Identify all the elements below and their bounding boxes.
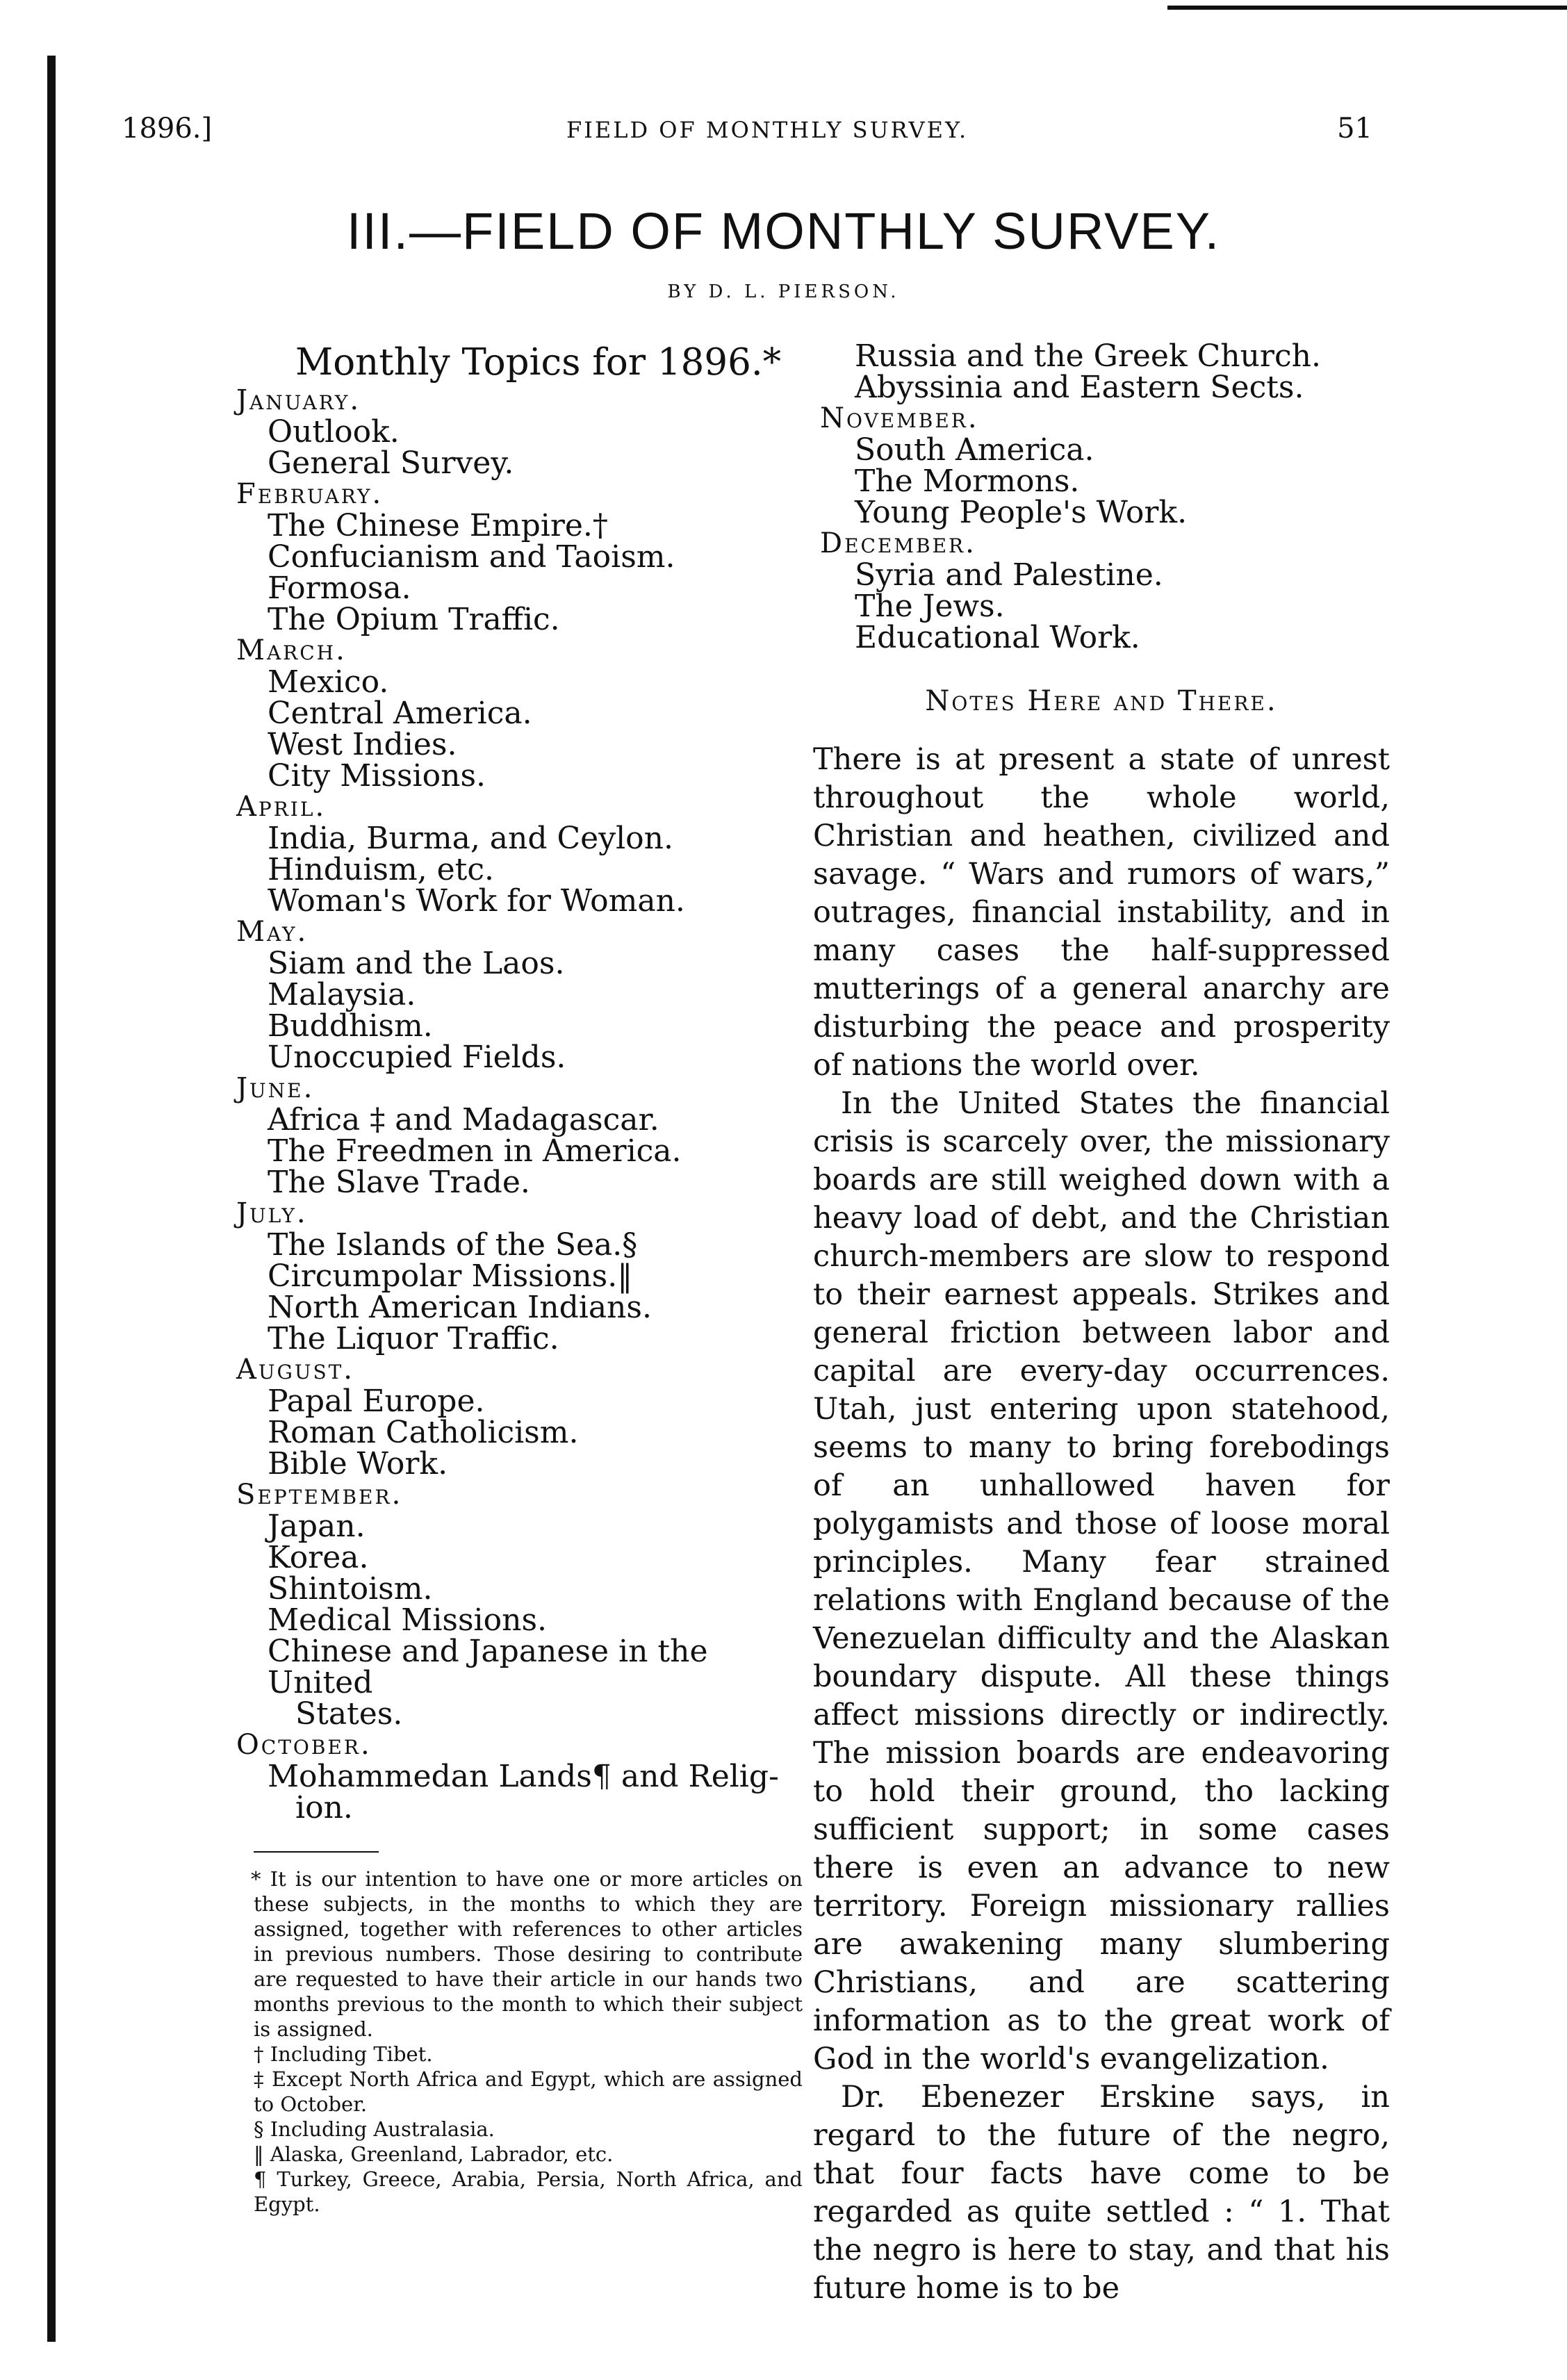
monthly-schedule-continued: [813, 403, 1390, 653]
topic-item: West Indies.: [268, 727, 457, 762]
paragraph: Dr. Ebenezer Erskine says, in regard to the future of the negro, that four facts have come to be regarded as quite settled : “ 1. That the negro is here to stay, and that his future home is to be: [813, 2080, 1390, 2306]
topic-item: The Liquor Traffic.: [268, 1321, 559, 1356]
topic-item: Russia and the Greek Church.: [855, 338, 1321, 374]
month-heading: February.: [236, 478, 384, 510]
month-heading: November.: [820, 402, 979, 434]
running-header: [122, 113, 1372, 154]
schedule-continued: [813, 340, 1390, 403]
month-heading: January.: [236, 384, 361, 416]
header-running-title: FIELD OF MONTHLY SURVEY.: [566, 117, 969, 143]
topic-item: Mexico.: [268, 664, 389, 700]
topic-item: North American Indians.: [268, 1290, 652, 1325]
footnote: ‖ Alaska, Greenland, Labrador, etc.: [254, 2142, 614, 2166]
month-heading: September.: [236, 1479, 403, 1511]
topic-item: States.: [295, 1696, 403, 1732]
paragraph: There is at present a state of unrest throughout the whole world, Christian and heathen, civilized and savage. “ Wars and rumors of wars,” outrages, financial instability, and in many cases the half-suppressed mutterings of a general anarchy are disturbing the peace and prosperity of nations the world over.: [813, 742, 1390, 1083]
footnote-divider: [254, 1851, 379, 1853]
month-heading: June.: [236, 1072, 315, 1104]
topic-item: Malaysia.: [268, 977, 416, 1012]
month-heading: May.: [236, 916, 309, 948]
footnote: ‡ Except North Africa and Egypt, which are assigned to October.: [254, 2067, 803, 2116]
topic-item: ion.: [295, 1790, 353, 1825]
topic-item: Africa ‡ and Madagascar.: [268, 1102, 659, 1138]
topic-item: Bible Work.: [268, 1446, 448, 1482]
topic-item: Circumpolar Missions.‖: [268, 1258, 633, 1294]
topic-item: Siam and the Laos.: [268, 946, 565, 981]
footnote: ¶ Turkey, Greece, Arabia, Persia, North Africa, and Egypt.: [254, 2167, 803, 2216]
topic-item: Formosa.: [268, 571, 411, 606]
paragraph: In the United States the financial crisis is scarcely over, the missionary boards are still weighed down with a heavy load of debt, and the Christian church-members are slow to respond to their earnest appeals. Strikes and general friction between labor and capital are every-day occurrences. Utah, just entering upon statehood, seems to many to bring forebodings of an unhallowed haven for polygamists and those of loose moral principles. Many fear strained relations with England because of the Venezuelan difficulty and the Alaskan boundary dispute. All these things affect missions directly or indirectly. The mission boards are endeavoring to hold their ground, tho lacking sufficient support; in some cases there is even an advance to new territory. Foreign missionary rallies are awakening many slumbering Christians, and are scattering information as to the great work of God in the world's evangelization.: [813, 1086, 1390, 2076]
topic-item: Hinduism, etc.: [268, 852, 494, 887]
notes-heading: Notes Here and There.: [925, 685, 1278, 717]
topics-heading: Monthly Topics for 1896.*: [295, 341, 782, 384]
topic-item: The Chinese Empire.†: [268, 508, 608, 543]
topic-item: Roman Catholicism.: [268, 1415, 579, 1450]
byline: BY D. L. PIERSON.: [667, 281, 900, 302]
topic-item: The Jews.: [855, 589, 1005, 624]
topic-item: Buddhism.: [268, 1008, 433, 1044]
topic-item: Young People's Work.: [855, 495, 1188, 530]
topic-item: Woman's Work for Woman.: [268, 883, 685, 919]
topic-item: Educational Work.: [855, 620, 1140, 655]
footnotes: [251, 1866, 803, 2217]
topic-item: India, Burma, and Ceylon.: [268, 821, 673, 856]
topic-item: Syria and Palestine.: [855, 557, 1163, 593]
monthly-schedule: [236, 384, 803, 1825]
article-title: III.—FIELD OF MONTHLY SURVEY.: [346, 202, 1221, 260]
topic-item: General Survey.: [268, 445, 514, 481]
topic-item: Abyssinia and Eastern Sects.: [855, 370, 1304, 405]
left-column: [236, 340, 803, 2217]
month-heading: December.: [820, 527, 976, 559]
month-heading: August.: [236, 1354, 355, 1386]
right-column: [813, 340, 1390, 2308]
top-edge-rule: [1167, 6, 1567, 10]
topic-item: Shintoism.: [268, 1571, 433, 1607]
topic-item: The Opium Traffic.: [268, 602, 560, 637]
topic-item: Confucianism and Taoism.: [268, 539, 675, 575]
footnote: † Including Tibet.: [254, 2042, 433, 2066]
topic-item: The Slave Trade.: [268, 1165, 530, 1200]
month-heading: April.: [236, 791, 327, 823]
topic-item: The Islands of the Sea.§: [268, 1227, 638, 1263]
topic-item: Chinese and Japanese in the United: [268, 1634, 708, 1700]
page-number: 51: [1337, 113, 1372, 145]
header-year: 1896.]: [122, 113, 213, 145]
notes-body: [813, 741, 1390, 2308]
topic-item: The Mormons.: [855, 463, 1080, 499]
topic-item: Papal Europe.: [268, 1384, 485, 1419]
topic-item: Central America.: [268, 696, 532, 731]
topic-item: South America.: [855, 432, 1094, 468]
topic-item: Outlook.: [268, 414, 400, 450]
topic-item: City Missions.: [268, 758, 486, 794]
month-heading: July.: [236, 1197, 308, 1229]
topic-item: Medical Missions.: [268, 1602, 548, 1638]
month-heading: October.: [236, 1729, 372, 1761]
page-binding-edge: [47, 56, 56, 2342]
topic-item: Mohammedan Lands¶ and Relig-: [268, 1759, 779, 1794]
footnote: * It is our intention to have one or more articles on these subjects, in the months to which they are assigned, together with references to other articles in previous numbers. Those desiring to contribute are requested to have their article in our hands two months previous to the month to which their subject is assigned.: [251, 1867, 803, 2041]
month-heading: March.: [236, 634, 347, 666]
footnote: § Including Australasia.: [254, 2117, 495, 2141]
topic-item: Unoccupied Fields.: [268, 1040, 566, 1075]
topic-item: Japan.: [268, 1509, 366, 1544]
topic-item: Korea.: [268, 1540, 369, 1575]
topic-item: The Freedmen in America.: [268, 1133, 682, 1169]
